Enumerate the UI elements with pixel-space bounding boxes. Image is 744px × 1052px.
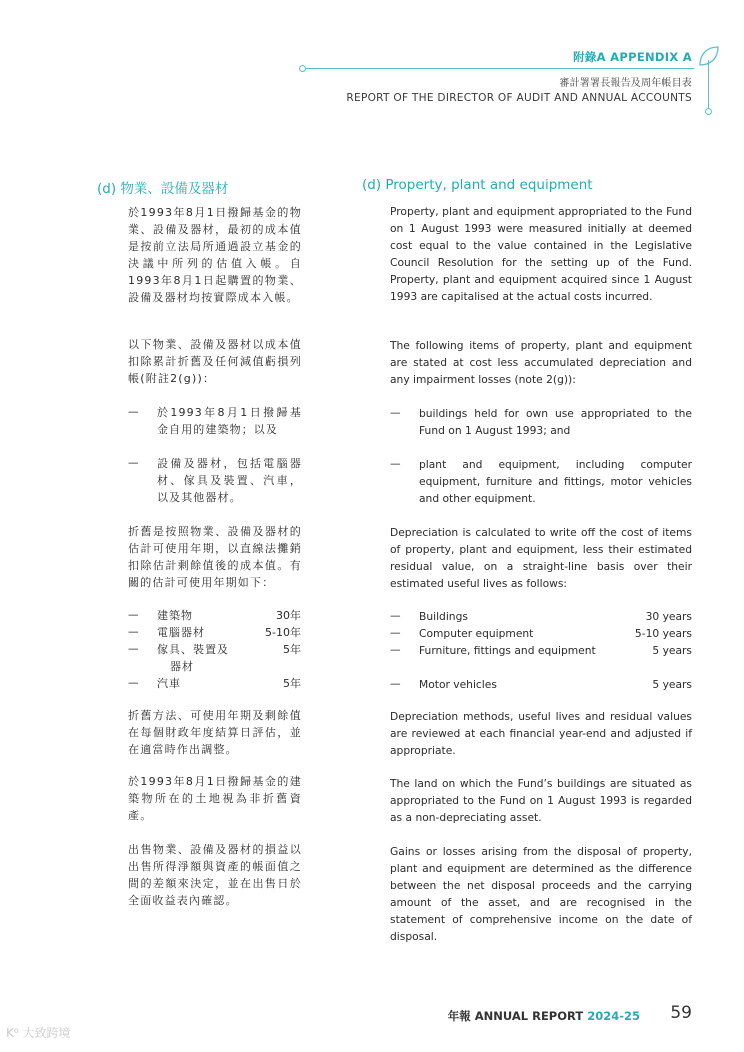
zh-paragraph-5: 於1993年8月1日撥歸基金的建築物所在的土地視為非折舊資產。 [128, 775, 302, 822]
zh-life-label-cont: 器材 [170, 660, 194, 673]
zh-life-value: 5年 [283, 643, 301, 656]
header-rule-dot [299, 65, 306, 72]
zh-item-dash: — [128, 457, 139, 469]
zh-life-value: 5年 [283, 677, 301, 690]
en-life-value: 5-10 years [634, 627, 692, 640]
header-rule-dot-bottom [705, 108, 712, 115]
footer-year: 2024-25 [587, 1009, 640, 1023]
zh-paragraph-3: 折舊是按照物業、設備及器材的估計可使用年期，以直線法攤銷扣除估計剩餘值後的成本值。有關的估計可使用年期如下： [128, 525, 302, 589]
en-life-label: Furniture, fittings and equipment [419, 644, 596, 657]
en-paragraph-2: The following items of property, plant and equipment are stated at cost less accumulated depreciation and any impairment losses (note 2(g)): [390, 339, 692, 386]
zh-life-label: 傢具、裝置及 [157, 643, 229, 656]
en-life-value: 5 years [652, 678, 692, 691]
en-life-dash: — [390, 644, 401, 656]
en-life-dash: — [390, 627, 401, 639]
watermark: K⁰ 大致跨境 [6, 1026, 71, 1040]
section-title-en: (d) Property, plant and equipment [362, 177, 593, 193]
en-life-label: Motor vehicles [419, 678, 497, 691]
zh-life-dash: — [128, 677, 139, 689]
zh-life-label: 汽車 [157, 677, 181, 690]
en-item-dash: — [390, 458, 401, 470]
footer-report-label [448, 1008, 640, 1024]
appendix-label: 附錄A APPENDIX A [573, 50, 692, 64]
footer-report-text: 年報 ANNUAL REPORT [447, 1009, 584, 1023]
section-title-zh: (d) 物業、設備及器材 [97, 181, 229, 197]
en-life-value: 5 years [652, 644, 692, 657]
en-paragraph-4: Depreciation methods, useful lives and residual values are reviewed at each financial year-end and adjusted if appropriate. [390, 710, 692, 757]
zh-item-1: 於1993年8月1日撥歸基金自用的建築物；以及 [157, 406, 302, 436]
header-rule [302, 68, 694, 69]
zh-life-label: 電腦器材 [157, 626, 205, 639]
leaf-ornament-icon [697, 44, 721, 68]
en-paragraph-6: Gains or losses arising from the disposal of property, plant and equipment are determined as the difference between the net disposal proceeds and the carrying amount of the asset, and are recognised in the statement of comprehensive income on the date of disposal. [390, 845, 692, 943]
zh-paragraph-6: 出售物業、設備及器材的損益以出售所得淨額與資產的帳面值之間的差額來決定，並在出售日於全面收益表內確認。 [128, 843, 302, 907]
en-life-label: Buildings [419, 610, 468, 623]
en-life-value: 30 years [645, 610, 692, 623]
en-paragraph-1: Property, plant and equipment appropriated to the Fund on 1 August 1993 were measured initially at deemed cost equal to the value contained in the Legislative Council Resolution for the setting up of the Fund. Property, plant and equipment acquired since 1 August 1993 are capitalised at the actual costs incurred. [390, 205, 692, 303]
zh-life-dash: — [128, 609, 139, 621]
en-paragraph-5: The land on which the Fund’s buildings are situated as appropriated to the Fund on 1 August 1993 is regarded as a non-depreciating asset. [390, 777, 692, 824]
zh-item-dash: — [128, 406, 139, 418]
en-life-label: Computer equipment [419, 627, 534, 640]
zh-item-2: 設備及器材，包括電腦器材、傢具及裝置、汽車，以及其他器材。 [157, 457, 302, 504]
header-subtitle-zh: 審計署署長報告及周年帳目表 [559, 78, 692, 89]
zh-paragraph-2: 以下物業、設備及器材以成本值扣除累計折舊及任何減值虧損列帳(附註2(g))： [128, 338, 302, 385]
en-item-2: plant and equipment, including computer equipment, furniture and fittings, motor vehicles and other equipment. [419, 458, 692, 505]
page-number: 59 [670, 1003, 692, 1023]
en-life-dash: — [390, 610, 401, 622]
zh-life-dash: — [128, 643, 139, 655]
zh-life-value: 30年 [276, 609, 301, 622]
en-item-dash: — [390, 407, 401, 419]
zh-paragraph-4: 折舊方法、可使用年期及剩餘值在每個財政年度結算日評估，並在適當時作出調整。 [128, 709, 302, 756]
en-life-dash: — [390, 678, 401, 690]
zh-life-label: 建築物 [157, 609, 193, 622]
en-paragraph-3: Depreciation is calculated to write off the cost of items of property, plant and equipment, less their estimated residual value, on a straight-line basis over their estimated useful lives as follows: [390, 526, 692, 590]
header-subtitle-en: REPORT OF THE DIRECTOR OF AUDIT AND ANNUAL ACCOUNTS [346, 92, 692, 104]
zh-life-dash: — [128, 626, 139, 638]
en-item-1: buildings held for own use appropriated to the Fund on 1 August 1993; and [419, 407, 692, 437]
zh-paragraph-1: 於1993年8月1日撥歸基金的物業、設備及器材，最初的成本值是按前立法局所通過設立基金的決議中所列的估值入帳。自1993年8月1日起購置的物業、設備及器材均按實際成本入帳。 [128, 206, 302, 304]
zh-life-value: 5-10年 [265, 626, 301, 639]
